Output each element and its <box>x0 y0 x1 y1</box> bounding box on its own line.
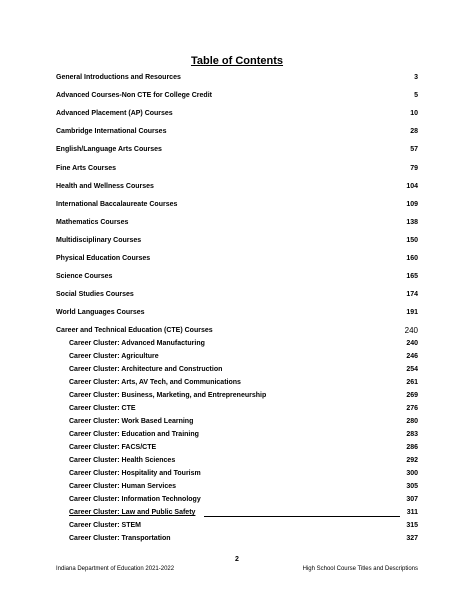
toc-entry <box>56 235 418 247</box>
toc-entry-page: 191 <box>406 309 418 316</box>
toc-subentry-page: 240 <box>406 340 418 347</box>
toc-entry-label: Physical Education Courses <box>56 255 151 262</box>
toc-entry-page: 165 <box>406 273 418 280</box>
toc-entry-page: 240 <box>404 326 418 335</box>
toc-entry-page: 5 <box>414 92 418 99</box>
toc-subentry-page: 254 <box>406 366 418 373</box>
toc-subentry-label: Career Cluster: Business, Marketing, and Entrepreneurship <box>69 392 267 399</box>
toc-entry <box>56 289 418 301</box>
toc-subentry-label: Career Cluster: Agriculture <box>69 353 159 360</box>
toc-subentry <box>69 416 418 428</box>
toc-subentry-label: Career Cluster: Law and Public Safety <box>69 509 196 516</box>
toc-entry <box>56 72 418 84</box>
toc-subentry-page: 307 <box>406 496 418 503</box>
toc-subentry-label: Career Cluster: FACS/CTE <box>69 444 157 451</box>
toc-entry-page: 79 <box>410 165 418 172</box>
toc-entry-page: 160 <box>406 255 418 262</box>
toc-entry-label: Career and Technical Education (CTE) Courses <box>56 327 213 334</box>
toc-entry <box>56 108 418 120</box>
toc-entry <box>56 181 418 193</box>
toc-entry-page: 3 <box>414 74 418 81</box>
toc-entry-label: English/Language Arts Courses <box>56 146 162 153</box>
toc-subentry <box>69 533 418 545</box>
toc-entry-label: Social Studies Courses <box>56 291 134 298</box>
toc-subentry-page: 292 <box>406 457 418 464</box>
toc-entry-page: 104 <box>406 183 418 190</box>
toc-entry-page: 57 <box>410 146 418 153</box>
toc-subentry-page: 300 <box>406 470 418 477</box>
toc-subentry <box>69 377 418 389</box>
toc-subentry <box>69 468 418 480</box>
toc-subentry <box>69 455 418 467</box>
toc-entry-page: 138 <box>406 219 418 226</box>
toc-entry <box>56 217 418 229</box>
toc-subentry-page: 327 <box>406 535 418 542</box>
page-title: Table of Contents <box>190 55 284 67</box>
toc-subentry-page: 315 <box>406 522 418 529</box>
toc-subentry <box>69 390 418 402</box>
toc-subentry <box>69 442 418 454</box>
toc-subentry-label: Career Cluster: Arts, AV Tech, and Communications <box>69 379 241 386</box>
toc-subentry-page: 261 <box>406 379 418 386</box>
toc-entry-label: International Baccalaureate Courses <box>56 201 178 208</box>
toc-entry-label: Advanced Placement (AP) Courses <box>56 110 173 117</box>
toc-subentry-label: Career Cluster: Transportation <box>69 535 171 542</box>
toc-subentry <box>69 429 418 441</box>
toc-entry-label: Science Courses <box>56 273 113 280</box>
toc-subentry <box>69 494 418 506</box>
toc-subentry-label: Career Cluster: Advanced Manufacturing <box>69 340 205 347</box>
toc-entry <box>56 325 418 337</box>
toc-entry-page: 28 <box>410 128 418 135</box>
toc-entry-page: 174 <box>406 291 418 298</box>
toc-entry <box>56 253 418 265</box>
toc-entry-label: Cambridge International Courses <box>56 128 167 135</box>
toc-entry-label: World Languages Courses <box>56 309 145 316</box>
underline-filler <box>204 516 400 517</box>
toc-subentry-page: 276 <box>406 405 418 412</box>
toc-subentry <box>69 481 418 493</box>
toc-entry <box>56 307 418 319</box>
toc-entry-page: 150 <box>406 237 418 244</box>
toc-subentry <box>69 364 418 376</box>
toc-entry <box>56 144 418 156</box>
toc-subentry-label: Career Cluster: Health Sciences <box>69 457 176 464</box>
toc-entry <box>56 163 418 175</box>
toc-subentry-page: 311 <box>406 509 418 516</box>
toc-entry <box>56 90 418 102</box>
toc-subentry-label: Career Cluster: Architecture and Construction <box>69 366 223 373</box>
toc-subentry-label: Career Cluster: CTE <box>69 405 136 412</box>
toc-subentry <box>69 403 418 415</box>
toc-entry-label: Mathematics Courses <box>56 219 129 226</box>
toc-subentry-label: Career Cluster: Human Services <box>69 483 176 490</box>
toc-subentry <box>69 520 418 532</box>
toc-subentry-label: Career Cluster: STEM <box>69 522 141 529</box>
toc-subentry-label: Career Cluster: Hospitality and Tourism <box>69 470 201 477</box>
toc-entry-label: Advanced Courses-Non CTE for College Credit <box>56 92 212 99</box>
toc-subentry-label: Career Cluster: Work Based Learning <box>69 418 194 425</box>
toc-subentry-page: 280 <box>406 418 418 425</box>
toc-entry <box>56 199 418 211</box>
toc-subentry-label: Career Cluster: Education and Training <box>69 431 199 438</box>
toc-entry-label: General Introductions and Resources <box>56 74 181 81</box>
toc-entry-label: Health and Wellness Courses <box>56 183 154 190</box>
toc-entry-label: Multidisciplinary Courses <box>56 237 142 244</box>
toc-subentry <box>69 351 418 363</box>
toc-subentry-label: Career Cluster: Information Technology <box>69 496 201 503</box>
footer-right-text: High School Course Titles and Descriptions <box>302 566 418 572</box>
toc-entry-page: 109 <box>406 201 418 208</box>
toc-subentry-page: 283 <box>406 431 418 438</box>
toc-subentry <box>69 507 418 519</box>
toc-entry-page: 10 <box>410 110 418 117</box>
toc-entry <box>56 271 418 283</box>
toc-entry <box>56 126 418 138</box>
toc-subentry-page: 269 <box>406 392 418 399</box>
toc-subentry-page: 246 <box>406 353 418 360</box>
footer-left-text: Indiana Department of Education 2021-2022 <box>56 566 175 572</box>
toc-subentry-page: 305 <box>406 483 418 490</box>
toc-entry-label: Fine Arts Courses <box>56 165 117 172</box>
toc-subentry-page: 286 <box>406 444 418 451</box>
page-number: 2 <box>235 556 239 563</box>
toc-subentry <box>69 338 418 350</box>
